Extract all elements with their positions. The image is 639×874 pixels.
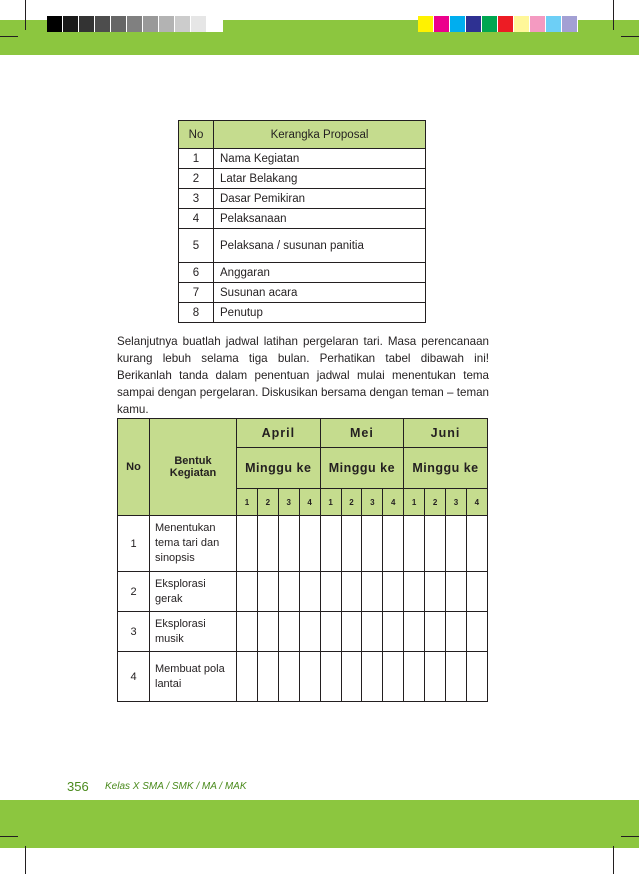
- gray-swatch: [79, 16, 95, 32]
- schedule-kegiatan-header: Bentuk Kegiatan: [150, 419, 237, 516]
- color-swatch: [546, 16, 562, 32]
- schedule-mark-cell[interactable]: [320, 572, 341, 612]
- color-swatch: [514, 16, 530, 32]
- schedule-mark-cell[interactable]: [383, 652, 404, 702]
- schedule-mark-cell[interactable]: [257, 612, 278, 652]
- schedule-mark-cell[interactable]: [341, 516, 362, 572]
- schedule-mark-cell[interactable]: [445, 612, 466, 652]
- instruction-paragraph: Selanjutnya buatlah jadwal latihan pergelaran tari. Masa perencanaan kurang lebuh selama tiga bulan. Perhatikan tabel dibawah ini! Berikanlah tanda dalam penentuan jadwal mulai menentukan tema sampai dengan pergelaran. Diskusikan bersama dengan teman – teman kamu.: [117, 335, 489, 416]
- gray-swatch: [127, 16, 143, 32]
- schedule-mark-cell[interactable]: [425, 516, 446, 572]
- schedule-row-number: 4: [118, 652, 150, 702]
- outline-row-number: 3: [179, 189, 214, 209]
- outline-row-label: Susunan acara: [214, 283, 426, 303]
- grayscale-color-bar: [47, 16, 223, 32]
- color-calibration-bar: [418, 16, 578, 32]
- schedule-mark-cell[interactable]: [466, 572, 487, 612]
- schedule-mark-cell[interactable]: [341, 572, 362, 612]
- outline-row-label: Dasar Pemikiran: [214, 189, 426, 209]
- schedule-row: [118, 516, 488, 572]
- week-number-header: 1: [320, 489, 341, 516]
- week-number-header: 2: [341, 489, 362, 516]
- rehearsal-schedule-table: [117, 418, 488, 702]
- schedule-mark-cell[interactable]: [404, 652, 425, 702]
- week-number-header: 4: [466, 489, 487, 516]
- schedule-mark-cell[interactable]: [299, 516, 320, 572]
- schedule-mark-cell[interactable]: [237, 516, 258, 572]
- gray-swatch: [95, 16, 111, 32]
- schedule-mark-cell[interactable]: [404, 612, 425, 652]
- outline-row-number: 1: [179, 149, 214, 169]
- schedule-activity: Membuat pola lantai: [150, 652, 237, 702]
- color-swatch: [450, 16, 466, 32]
- color-swatch: [434, 16, 450, 32]
- gray-swatch: [63, 16, 79, 32]
- schedule-mark-cell[interactable]: [425, 652, 446, 702]
- schedule-activity: Eksplorasi gerak: [150, 572, 237, 612]
- color-swatch: [482, 16, 498, 32]
- schedule-mark-cell[interactable]: [383, 572, 404, 612]
- schedule-activity: Menentukan tema tari dan sinopsis: [150, 516, 237, 572]
- schedule-row-number: 1: [118, 516, 150, 572]
- outline-row-label: Penutup: [214, 303, 426, 323]
- bottom-color-band: [0, 800, 639, 848]
- schedule-mark-cell[interactable]: [425, 572, 446, 612]
- color-swatch: [418, 16, 434, 32]
- outline-row-label: Latar Belakang: [214, 169, 426, 189]
- footer-book-title: Kelas X SMA / SMK / MA / MAK: [105, 781, 247, 792]
- schedule-mark-cell[interactable]: [320, 516, 341, 572]
- gray-swatch: [159, 16, 175, 32]
- outline-row-number: 7: [179, 283, 214, 303]
- color-swatch: [530, 16, 546, 32]
- outline-header-row: [179, 121, 426, 149]
- schedule-mark-cell[interactable]: [362, 612, 383, 652]
- schedule-mark-cell[interactable]: [278, 516, 299, 572]
- month-header: Juni: [404, 419, 488, 448]
- week-number-header: 4: [383, 489, 404, 516]
- outline-row: [179, 189, 426, 209]
- schedule-mark-cell[interactable]: [341, 612, 362, 652]
- outline-row-number: 4: [179, 209, 214, 229]
- schedule-mark-cell[interactable]: [299, 612, 320, 652]
- month-header: Mei: [320, 419, 404, 448]
- schedule-mark-cell[interactable]: [383, 612, 404, 652]
- outline-row: [179, 263, 426, 283]
- color-swatch: [498, 16, 514, 32]
- schedule-mark-cell[interactable]: [341, 652, 362, 702]
- week-number-header: 1: [404, 489, 425, 516]
- schedule-mark-cell[interactable]: [425, 612, 446, 652]
- page-number: 356: [67, 779, 89, 794]
- schedule-row: [118, 652, 488, 702]
- proposal-outline-table: [178, 120, 426, 323]
- outline-row: [179, 303, 426, 323]
- outline-row-label: Anggaran: [214, 263, 426, 283]
- minggu-ke-header: Minggu ke: [237, 448, 321, 489]
- schedule-mark-cell[interactable]: [299, 652, 320, 702]
- schedule-mark-cell[interactable]: [278, 612, 299, 652]
- week-number-header: 3: [445, 489, 466, 516]
- schedule-mark-cell[interactable]: [320, 652, 341, 702]
- schedule-mark-cell[interactable]: [466, 612, 487, 652]
- schedule-row-number: 3: [118, 612, 150, 652]
- outline-row-number: 8: [179, 303, 214, 323]
- schedule-mark-cell[interactable]: [404, 572, 425, 612]
- schedule-activity: Eksplorasi musik: [150, 612, 237, 652]
- week-number-header: 1: [237, 489, 258, 516]
- gray-swatch: [207, 16, 223, 32]
- schedule-mark-cell[interactable]: [299, 572, 320, 612]
- schedule-mark-cell[interactable]: [257, 516, 278, 572]
- week-number-header: 4: [299, 489, 320, 516]
- schedule-mark-cell[interactable]: [237, 612, 258, 652]
- outline-row-label: Nama Kegiatan: [214, 149, 426, 169]
- week-number-header: 3: [278, 489, 299, 516]
- gray-swatch: [47, 16, 63, 32]
- week-number-header: 3: [362, 489, 383, 516]
- outline-row-label: Pelaksana / susunan panitia: [214, 229, 426, 263]
- gray-swatch: [111, 16, 127, 32]
- schedule-mark-cell[interactable]: [362, 516, 383, 572]
- schedule-mark-cell[interactable]: [278, 572, 299, 612]
- schedule-mark-cell[interactable]: [257, 572, 278, 612]
- outline-row-number: 5: [179, 229, 214, 263]
- schedule-row: [118, 572, 488, 612]
- schedule-mark-cell[interactable]: [278, 652, 299, 702]
- schedule-mark-cell[interactable]: [445, 652, 466, 702]
- schedule-mark-cell[interactable]: [237, 572, 258, 612]
- minggu-ke-header: Minggu ke: [404, 448, 488, 489]
- schedule-row: [118, 612, 488, 652]
- week-number-header: 2: [425, 489, 446, 516]
- outline-row: [179, 283, 426, 303]
- schedule-mark-cell[interactable]: [445, 572, 466, 612]
- schedule-mark-cell[interactable]: [362, 652, 383, 702]
- outline-row: [179, 229, 426, 263]
- month-header: April: [237, 419, 321, 448]
- gray-swatch: [143, 16, 159, 32]
- outline-row-number: 2: [179, 169, 214, 189]
- schedule-mark-cell[interactable]: [466, 516, 487, 572]
- schedule-mark-cell[interactable]: [404, 516, 425, 572]
- minggu-ke-header: Minggu ke: [320, 448, 404, 489]
- outline-row-label: Pelaksanaan: [214, 209, 426, 229]
- gray-swatch: [175, 16, 191, 32]
- schedule-mark-cell[interactable]: [383, 516, 404, 572]
- schedule-mark-cell[interactable]: [237, 652, 258, 702]
- month-header-row: [118, 419, 488, 448]
- outline-title-header: Kerangka Proposal: [214, 121, 426, 149]
- outline-row: [179, 209, 426, 229]
- schedule-mark-cell[interactable]: [466, 652, 487, 702]
- gray-swatch: [191, 16, 207, 32]
- schedule-row-number: 2: [118, 572, 150, 612]
- outline-no-header: No: [179, 121, 214, 149]
- outline-row: [179, 169, 426, 189]
- outline-row: [179, 149, 426, 169]
- color-swatch: [466, 16, 482, 32]
- week-number-header: 2: [257, 489, 278, 516]
- schedule-mark-cell[interactable]: [257, 652, 278, 702]
- color-swatch: [562, 16, 578, 32]
- schedule-mark-cell[interactable]: [320, 612, 341, 652]
- schedule-no-header: No: [118, 419, 150, 516]
- schedule-mark-cell[interactable]: [362, 572, 383, 612]
- schedule-mark-cell[interactable]: [445, 516, 466, 572]
- outline-row-number: 6: [179, 263, 214, 283]
